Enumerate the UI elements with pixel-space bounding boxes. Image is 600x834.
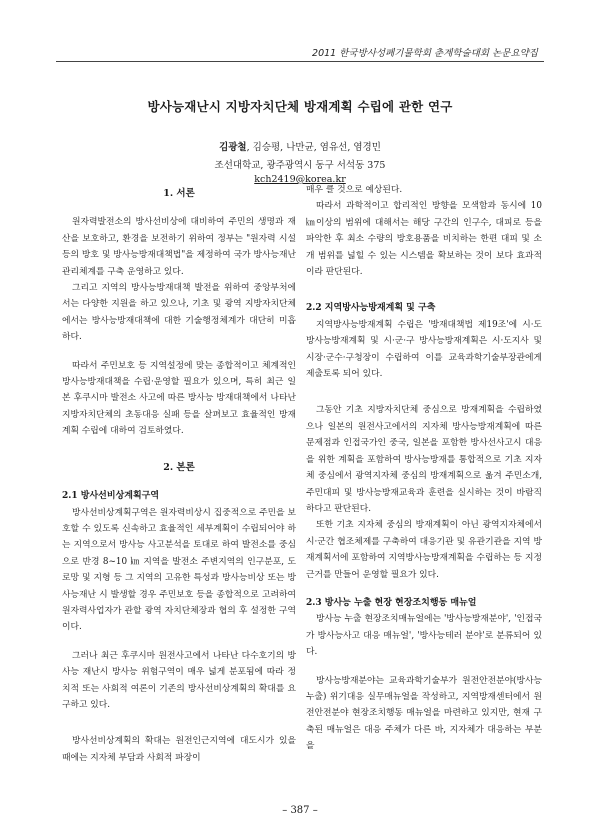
left-column <box>62 186 296 766</box>
paper-title: 방사능재난시 지방자치단체 방재계획 수립에 관한 연구 <box>147 99 453 114</box>
paragraph: 방사선비상계획의 확대는 원전인근지역에 대도시가 있을 때에는 지자체 부담과 사회적 파장이 <box>62 736 296 763</box>
header-rule <box>56 61 544 62</box>
subsection-2-3-title: 2.3 방사능 누출 현장 현장조치행동 매뉴얼 <box>306 597 477 608</box>
paragraph: 그동안 기초 지방자치단체 중심으로 방재계획을 수립하였으나 일본의 원전사고에서의 지자체 방사능방재계획에 따른 문제점과 인접국가인 중국, 일본을 포함한 방사선사고시 대응을 위한 계획을 포함하여 방사능방재를 통합적으로 기초 지자체 중심에서 광역지자체 중심의 방재계획으로 옮겨 주민소개, 주민대피 및 방사능방재교육과 훈련을 실시하는 것이 바람직하다고 판단된다. <box>306 405 542 514</box>
paragraph: 방사선비상계획구역은 원자력비상시 집중적으로 주민을 보호할 수 있도록 신속하고 효율적인 세부계획이 수립되어야 하는 지역으로서 방사능 사고분석을 토대로 하여 발전소를 중심으로 반경 8~10 ㎞ 지역을 발전소 주변지역의 인구분포, 도로망 및 지형 등 그 지역의 고유한 특성과 방사능비상 또는 방사능재난 시 발생할 경우 주민보호 등을 종합적으로 고려하여 원자력사업자가 관할 광역 자치단체장과 협의 후 설정한 구역이다. <box>62 507 296 633</box>
author-list <box>0 139 600 153</box>
presenting-author: 김광철 <box>219 142 247 153</box>
paragraph: 방사능 누출 현장조치매뉴얼에는 '방사능방재분야', '인접국가 방사능사고 대응 매뉴얼', '방사능테러 분야'로 분류되어 있다. <box>306 614 542 658</box>
paragraph: 방사능방재분야는 교육과학기술부가 원전안전분야(방사능누출) 위기대응 실무매뉴얼을 작성하고, 지역방재센터에서 원전안전분야 현장조치행동 매뉴얼을 마련하고 있지만, 현재 구축된 매뉴얼은 대응 주체가 다른 바, 지자체가 대응하는 부분을 <box>306 675 542 752</box>
paragraph: 따라서 주민보호 등 지역설정에 맞는 종합적이고 체계적인 방사능방재대책을 수립·운영할 필요가 있으며, 특히 최근 일본 후쿠시마 발전소 사고에 따른 방사능 방재대책에서 나타난 지방자치단체의 초동대응 실패 등을 살펴보고 효율적인 방재계획 수립에 대하여 검토하였다. <box>62 360 296 437</box>
section-body-title: 2. 본론 <box>163 461 195 473</box>
paragraph: 따라서 과학적이고 합리적인 방향을 모색함과 동시에 10 ㎞이상의 범위에 대해서는 해당 구간의 인구수, 대피로 등을 파악한 후 최소 수량의 방호용품을 비치하는 한편 대피 및 소개 범위를 넓힐 수 있는 시스템을 확보하는 것이 보다 효과적이라 판단된다. <box>306 201 542 278</box>
paragraph: 그리고 지역의 방사능방재대책 발전을 위하여 중앙부처에서는 다양한 지원을 하고 있으나, 기초 및 광역 지방자치단체에서는 방사능방재대책에 대한 기술행정체계가 대단히 미흡하다. <box>62 283 296 343</box>
paragraph: 매우 클 것으로 예상된다. <box>306 185 403 195</box>
co-authors: , 김승평, 나만균, 염유선, 염경민 <box>246 142 381 153</box>
journal-header: 2011 한국방사성폐기물학회 춘계학술대회 논문요약집 <box>312 48 538 59</box>
page-number: – 387 – <box>282 805 318 816</box>
subsection-2-2-title: 2.2 지역방사능방재계획 및 구축 <box>306 303 436 314</box>
paragraph: 또한 기초 지자체 중심의 방재계획이 아닌 광역지자체에서 시·군간 협조체제를 구축하여 대응기관 및 유관기관을 지역 방재계획서에 포함하여 지역방사능방재계획을 수립하는 등 지정근거를 만들어 운영할 필요가 있다. <box>306 520 542 580</box>
subsection-2-1-title: 2.1 방사선비상계획구역 <box>62 491 160 502</box>
paragraph: 지역방사능방재계획 수립은 '방재대책법 제19조'에 시·도 방사능방재계획 및 시·군·구 방사능방재계획은 시·도지사 및 시장·군수·구청장이 수립하여 이를 교육과학기술부장관에게 제출토록 되어 있다. <box>306 319 542 380</box>
paragraph: 그러나 최근 후쿠시마 원전사고에서 나타난 다수호기의 방사능 재난시 방사능 위험구역이 매우 넓게 분포됨에 따라 정치적 또는 사회적 여론이 기존의 방사선비상계획의 확대를 요구하고 있다. <box>62 650 296 710</box>
affiliation: 조선대학교, 광주광역시 동구 서석동 375 <box>214 160 386 171</box>
section-introduction-title: 1. 서론 <box>163 188 195 199</box>
right-column <box>306 182 542 755</box>
paragraph: 원자력발전소의 방사선비상에 대비하여 주민의 생명과 재산을 보호하고, 환경을 보전하기 위하여 정부는 "원자력 시설 등의 방호 및 방사능방재대책법"을 제정하여 국가 방사능재난관리체계를 구축 운영하고 있다. <box>62 217 296 277</box>
email-link[interactable]: kch2419@korea.kr <box>254 174 346 185</box>
